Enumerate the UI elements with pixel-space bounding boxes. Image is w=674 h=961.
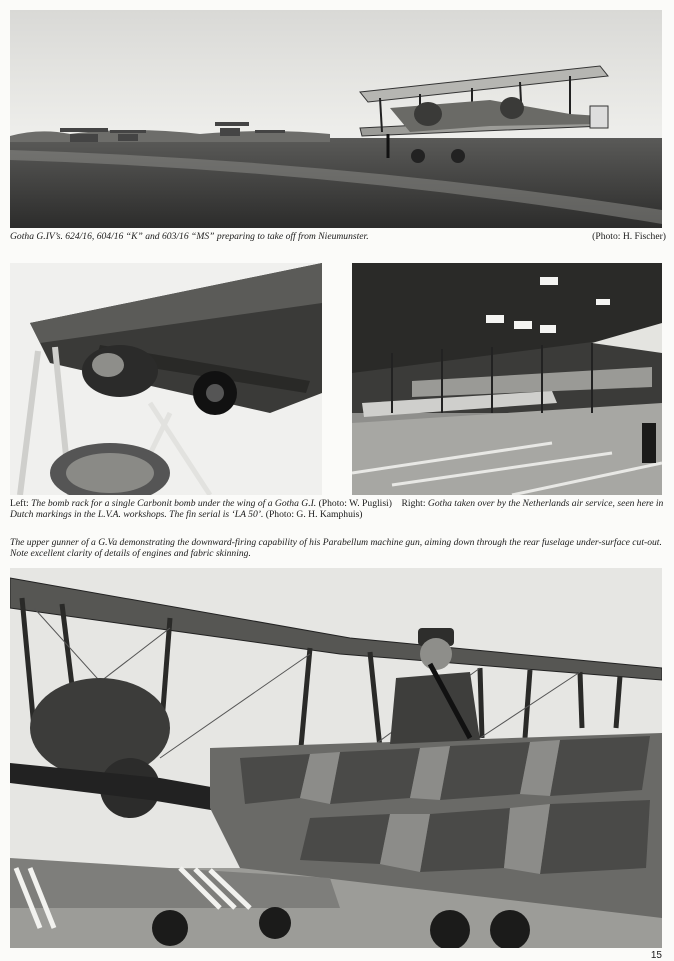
caption-left-text: The bomb rack for a single Carbonit bomb under the wing of a Gotha G.I. [31,498,317,509]
caption-right-text: Gotha taken over by the Netherlands air service, seen here in Dutch markings in the L.V.A. workshops. The fin serial is ‘LA 50’. [10,498,664,520]
caption-right-credit: (Photo: G. H. Kamphuis) [265,509,363,520]
caption-middle-photos [10,498,666,520]
caption-left-prefix: Left: [10,498,29,509]
photo-gotha-airfield [10,10,662,228]
caption-top-photo: Gotha G.IV’s. 624/16, 604/16 “K” and 603/16 “MS” preparing to take off from Nieumunster. [10,231,369,242]
page-number: 15 [650,950,662,961]
photo-gva-gunner [10,568,662,948]
caption-bottom-photo: The upper gunner of a G.Va demonstrating the downward-firing capability of his Parabellum machine gun, aiming down through the rear fuselage under-surface cut-out. Note excellent clarity of details of engines and fabric skinning. [10,537,662,559]
photo-bomb-rack [10,263,322,495]
caption-left-credit: (Photo: W. Puglisi) [318,498,392,509]
caption-right-prefix: Right: [401,498,426,509]
photo-workshop-hangar [352,263,662,495]
caption-top-credit: (Photo: H. Fischer) [592,231,666,242]
